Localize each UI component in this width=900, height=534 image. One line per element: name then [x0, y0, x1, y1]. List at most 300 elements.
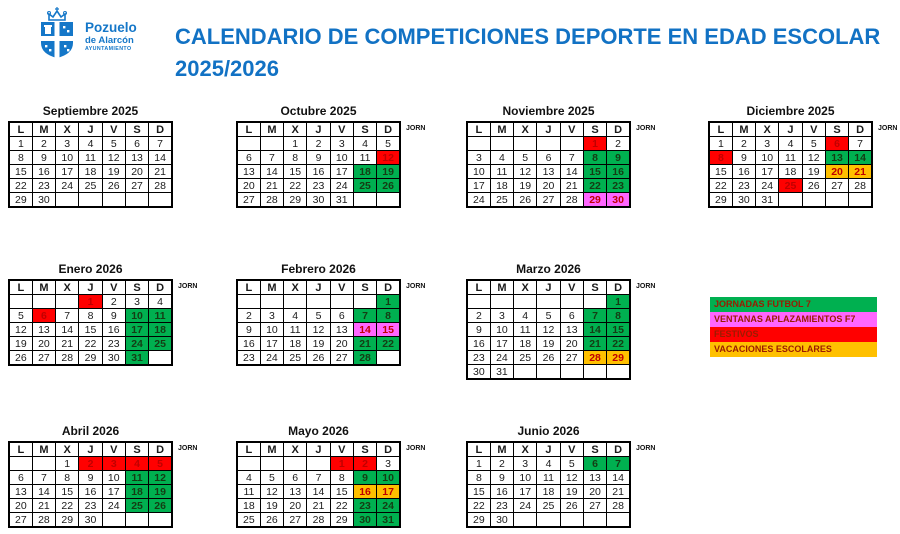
- day-cell: 27: [825, 179, 848, 193]
- day-cell: 4: [125, 457, 148, 471]
- day-cell: 15: [583, 165, 606, 179]
- day-cell: 18: [353, 165, 376, 179]
- day-cell: 4: [284, 309, 307, 323]
- day-cell: 22: [330, 499, 353, 513]
- day-cell: [149, 193, 172, 208]
- weekday-header: V: [102, 442, 125, 457]
- day-cell: [514, 137, 537, 151]
- day-cell: 1: [467, 457, 490, 471]
- weekday-header: X: [56, 280, 79, 295]
- month-table: [236, 279, 401, 366]
- weekday-header: J: [79, 122, 102, 137]
- weekday-header: V: [560, 280, 583, 295]
- day-cell: 6: [825, 137, 848, 151]
- day-cell: 14: [353, 323, 376, 337]
- day-cell: 22: [284, 179, 307, 193]
- day-cell: 10: [260, 323, 283, 337]
- day-cell: 15: [56, 485, 79, 499]
- day-cell: 20: [560, 337, 583, 351]
- day-cell: 13: [537, 165, 560, 179]
- day-cell: 26: [9, 351, 32, 366]
- day-cell: 17: [514, 485, 537, 499]
- day-cell: 13: [237, 165, 260, 179]
- day-cell: [583, 365, 606, 380]
- day-cell: [467, 137, 490, 151]
- day-cell: 1: [56, 457, 79, 471]
- day-cell: 9: [353, 471, 376, 485]
- day-cell: 17: [377, 485, 400, 499]
- day-cell: 11: [125, 471, 148, 485]
- weekday-header: M: [490, 122, 513, 137]
- jorn-label: JORN: [178, 283, 198, 290]
- day-cell: 11: [149, 309, 172, 323]
- day-cell: [237, 457, 260, 471]
- weekday-header: S: [583, 442, 606, 457]
- day-cell: 23: [732, 179, 755, 193]
- weekday-header: M: [490, 280, 513, 295]
- day-cell: 21: [353, 337, 376, 351]
- day-cell: [237, 137, 260, 151]
- weekday-header: L: [467, 122, 490, 137]
- weekday-header: J: [79, 280, 102, 295]
- day-cell: 30: [607, 193, 630, 208]
- jorn-label: JORN: [636, 445, 656, 452]
- day-cell: 17: [756, 165, 779, 179]
- day-cell: 17: [467, 179, 490, 193]
- weekday-header: X: [514, 122, 537, 137]
- day-cell: 15: [377, 323, 400, 337]
- day-cell: 4: [149, 295, 172, 309]
- weekday-header: X: [756, 122, 779, 137]
- day-cell: 13: [825, 151, 848, 165]
- day-cell: 12: [514, 165, 537, 179]
- day-cell: 29: [56, 513, 79, 528]
- month-diciembre-2025: [708, 104, 900, 208]
- day-cell: 25: [237, 513, 260, 528]
- day-cell: 10: [467, 165, 490, 179]
- day-cell: [825, 193, 848, 208]
- day-cell: 11: [284, 323, 307, 337]
- day-cell: 30: [732, 193, 755, 208]
- day-cell: 21: [849, 165, 872, 179]
- day-cell: 12: [307, 323, 330, 337]
- day-cell: [56, 295, 79, 309]
- day-cell: [514, 513, 537, 528]
- month-febrero-2026: [236, 262, 441, 366]
- day-cell: 11: [237, 485, 260, 499]
- day-cell: 9: [32, 151, 55, 165]
- day-cell: 5: [260, 471, 283, 485]
- day-cell: [537, 137, 560, 151]
- weekday-header: S: [583, 280, 606, 295]
- month-title: Diciembre 2025: [746, 104, 835, 118]
- month-table: [8, 121, 173, 208]
- day-cell: 17: [125, 323, 148, 337]
- day-cell: 4: [514, 309, 537, 323]
- day-cell: 10: [514, 471, 537, 485]
- day-cell: 8: [377, 309, 400, 323]
- day-cell: 3: [125, 295, 148, 309]
- day-cell: [560, 137, 583, 151]
- weekday-header: V: [560, 442, 583, 457]
- day-cell: 19: [802, 165, 825, 179]
- day-cell: 17: [490, 337, 513, 351]
- day-cell: 3: [467, 151, 490, 165]
- day-cell: [32, 457, 55, 471]
- day-cell: 14: [56, 323, 79, 337]
- day-cell: [149, 513, 172, 528]
- day-cell: 24: [490, 351, 513, 365]
- day-cell: 20: [32, 337, 55, 351]
- day-cell: 29: [330, 513, 353, 528]
- day-cell: 2: [607, 137, 630, 151]
- day-cell: 23: [32, 179, 55, 193]
- day-cell: [583, 513, 606, 528]
- weekday-header: M: [260, 442, 283, 457]
- logo-name: Pozuelo: [85, 20, 137, 35]
- weekday-header: L: [237, 280, 260, 295]
- day-cell: 8: [79, 309, 102, 323]
- day-cell: [284, 457, 307, 471]
- day-cell: 29: [583, 193, 606, 208]
- day-cell: 5: [307, 309, 330, 323]
- day-cell: 22: [467, 499, 490, 513]
- day-cell: [9, 295, 32, 309]
- month-title: Septiembre 2025: [42, 104, 139, 118]
- day-cell: 7: [149, 137, 172, 151]
- month-table: [8, 441, 173, 528]
- day-cell: [560, 365, 583, 380]
- weekday-header: D: [849, 122, 872, 137]
- day-cell: [514, 365, 537, 380]
- month-title: Abril 2026: [61, 424, 120, 438]
- day-cell: [125, 513, 148, 528]
- day-cell: [307, 295, 330, 309]
- day-cell: 19: [307, 337, 330, 351]
- day-cell: 31: [756, 193, 779, 208]
- day-cell: 2: [32, 137, 55, 151]
- day-cell: [149, 351, 172, 366]
- day-cell: 30: [32, 193, 55, 208]
- day-cell: 19: [560, 485, 583, 499]
- day-cell: 24: [514, 499, 537, 513]
- day-cell: 8: [284, 151, 307, 165]
- day-cell: 18: [149, 323, 172, 337]
- day-cell: 22: [607, 337, 630, 351]
- weekday-header: D: [607, 280, 630, 295]
- day-cell: [607, 513, 630, 528]
- jorn-label: JORN: [406, 125, 426, 132]
- day-cell: 7: [583, 309, 606, 323]
- weekday-header: S: [583, 122, 606, 137]
- weekday-header: D: [149, 122, 172, 137]
- day-cell: 20: [330, 337, 353, 351]
- day-cell: 5: [9, 309, 32, 323]
- day-cell: 24: [377, 499, 400, 513]
- day-cell: 17: [102, 485, 125, 499]
- day-cell: [560, 295, 583, 309]
- day-cell: 23: [102, 337, 125, 351]
- weekday-header: V: [330, 442, 353, 457]
- jorn-label: JORN: [636, 125, 656, 132]
- day-cell: 15: [9, 165, 32, 179]
- day-cell: 15: [607, 323, 630, 337]
- day-cell: 2: [237, 309, 260, 323]
- day-cell: 4: [79, 137, 102, 151]
- day-cell: 7: [260, 151, 283, 165]
- day-cell: 28: [56, 351, 79, 366]
- weekday-header: J: [537, 442, 560, 457]
- day-cell: 28: [307, 513, 330, 528]
- day-cell: [125, 193, 148, 208]
- month-mayo-2026: [236, 424, 441, 528]
- day-cell: 24: [125, 337, 148, 351]
- day-cell: 25: [779, 179, 802, 193]
- day-cell: 31: [377, 513, 400, 528]
- day-cell: 18: [125, 485, 148, 499]
- weekday-header: X: [56, 122, 79, 137]
- day-cell: 13: [32, 323, 55, 337]
- day-cell: 2: [353, 457, 376, 471]
- day-cell: 26: [802, 179, 825, 193]
- month-octubre-2025: [236, 104, 441, 208]
- day-cell: 9: [607, 151, 630, 165]
- day-cell: 6: [583, 457, 606, 471]
- day-cell: 20: [237, 179, 260, 193]
- day-cell: 28: [353, 351, 376, 366]
- day-cell: 7: [353, 309, 376, 323]
- day-cell: 3: [260, 309, 283, 323]
- legend-item-red: FESTIVOS: [710, 327, 877, 342]
- weekday-header: S: [125, 122, 148, 137]
- day-cell: 5: [560, 457, 583, 471]
- day-cell: 4: [537, 457, 560, 471]
- day-cell: 29: [284, 193, 307, 208]
- day-cell: 8: [56, 471, 79, 485]
- day-cell: [237, 295, 260, 309]
- weekday-header: D: [377, 442, 400, 457]
- day-cell: [583, 295, 606, 309]
- weekday-header: X: [56, 442, 79, 457]
- weekday-header: V: [330, 122, 353, 137]
- day-cell: 31: [330, 193, 353, 208]
- weekday-header: V: [560, 122, 583, 137]
- day-cell: 29: [607, 351, 630, 365]
- weekday-header: M: [260, 122, 283, 137]
- weekday-header: M: [32, 280, 55, 295]
- weekday-header: X: [514, 442, 537, 457]
- day-cell: 27: [32, 351, 55, 366]
- day-cell: 8: [330, 471, 353, 485]
- day-cell: 12: [560, 471, 583, 485]
- day-cell: [260, 137, 283, 151]
- day-cell: 7: [32, 471, 55, 485]
- day-cell: [102, 513, 125, 528]
- jorn-label: JORN: [406, 283, 426, 290]
- weekday-header: D: [377, 122, 400, 137]
- weekday-header: S: [125, 280, 148, 295]
- weekday-header: J: [79, 442, 102, 457]
- day-cell: [490, 295, 513, 309]
- day-cell: 1: [284, 137, 307, 151]
- day-cell: 28: [149, 179, 172, 193]
- day-cell: 26: [514, 193, 537, 208]
- logo-small-caps: AYUNTAMIENTO: [85, 46, 132, 52]
- day-cell: 17: [260, 337, 283, 351]
- day-cell: [260, 295, 283, 309]
- month-noviembre-2025: [466, 104, 671, 208]
- day-cell: 25: [514, 351, 537, 365]
- month-table: [236, 121, 401, 208]
- day-cell: [102, 193, 125, 208]
- day-cell: 21: [260, 179, 283, 193]
- day-cell: [284, 295, 307, 309]
- day-cell: 20: [825, 165, 848, 179]
- day-cell: 23: [307, 179, 330, 193]
- day-cell: 12: [149, 471, 172, 485]
- day-cell: 25: [353, 179, 376, 193]
- day-cell: 19: [537, 337, 560, 351]
- day-cell: 6: [284, 471, 307, 485]
- day-cell: 23: [607, 179, 630, 193]
- logo-subtitle: de Alarcón: [85, 34, 134, 46]
- day-cell: 21: [56, 337, 79, 351]
- jorn-label: JORN: [406, 445, 426, 452]
- day-cell: 18: [284, 337, 307, 351]
- day-cell: 29: [9, 193, 32, 208]
- day-cell: 7: [607, 457, 630, 471]
- day-cell: 25: [490, 193, 513, 208]
- day-cell: 18: [79, 165, 102, 179]
- weekday-header: S: [125, 442, 148, 457]
- day-cell: 21: [149, 165, 172, 179]
- day-cell: 2: [467, 309, 490, 323]
- day-cell: 13: [330, 323, 353, 337]
- day-cell: 26: [377, 179, 400, 193]
- day-cell: 18: [237, 499, 260, 513]
- day-cell: 27: [583, 499, 606, 513]
- day-cell: 4: [237, 471, 260, 485]
- day-cell: 24: [260, 351, 283, 366]
- day-cell: 18: [537, 485, 560, 499]
- day-cell: 2: [79, 457, 102, 471]
- day-cell: 23: [490, 499, 513, 513]
- day-cell: 19: [260, 499, 283, 513]
- day-cell: 4: [779, 137, 802, 151]
- month-title: Mayo 2026: [288, 424, 349, 438]
- legend: [710, 297, 877, 357]
- day-cell: 7: [849, 137, 872, 151]
- day-cell: [467, 295, 490, 309]
- day-cell: 7: [560, 151, 583, 165]
- day-cell: 9: [467, 323, 490, 337]
- day-cell: 25: [79, 179, 102, 193]
- weekday-header: J: [537, 280, 560, 295]
- day-cell: 10: [330, 151, 353, 165]
- day-cell: 23: [353, 499, 376, 513]
- day-cell: 14: [260, 165, 283, 179]
- day-cell: 5: [802, 137, 825, 151]
- day-cell: 4: [490, 151, 513, 165]
- day-cell: [330, 295, 353, 309]
- day-cell: [537, 513, 560, 528]
- day-cell: [260, 457, 283, 471]
- day-cell: 26: [260, 513, 283, 528]
- day-cell: 26: [307, 351, 330, 366]
- weekday-header: L: [237, 442, 260, 457]
- day-cell: 29: [467, 513, 490, 528]
- day-cell: 7: [56, 309, 79, 323]
- day-cell: [490, 137, 513, 151]
- day-cell: 28: [607, 499, 630, 513]
- weekday-header: X: [514, 280, 537, 295]
- day-cell: 20: [9, 499, 32, 513]
- day-cell: 18: [779, 165, 802, 179]
- day-cell: 25: [125, 499, 148, 513]
- day-cell: 22: [9, 179, 32, 193]
- day-cell: 23: [237, 351, 260, 366]
- day-cell: 9: [102, 309, 125, 323]
- month-title: Enero 2026: [58, 262, 123, 276]
- day-cell: 20: [284, 499, 307, 513]
- day-cell: 29: [79, 351, 102, 366]
- day-cell: 1: [330, 457, 353, 471]
- day-cell: 27: [284, 513, 307, 528]
- day-cell: 15: [709, 165, 732, 179]
- day-cell: 14: [583, 323, 606, 337]
- weekday-header: S: [353, 280, 376, 295]
- day-cell: 13: [284, 485, 307, 499]
- day-cell: 23: [467, 351, 490, 365]
- day-cell: 10: [490, 323, 513, 337]
- day-cell: 8: [607, 309, 630, 323]
- month-table: [8, 279, 173, 366]
- day-cell: 12: [537, 323, 560, 337]
- weekday-header: X: [284, 122, 307, 137]
- pozuelo-logo: [36, 7, 166, 59]
- day-cell: 25: [537, 499, 560, 513]
- weekday-header: L: [237, 122, 260, 137]
- weekday-header: V: [102, 122, 125, 137]
- day-cell: 20: [125, 165, 148, 179]
- day-cell: 6: [9, 471, 32, 485]
- day-cell: 6: [125, 137, 148, 151]
- day-cell: 8: [583, 151, 606, 165]
- day-cell: 5: [537, 309, 560, 323]
- weekday-header: D: [607, 122, 630, 137]
- weekday-header: L: [9, 122, 32, 137]
- day-cell: 21: [560, 179, 583, 193]
- day-cell: 25: [149, 337, 172, 351]
- month-abril-2026: [8, 424, 213, 528]
- day-cell: 15: [330, 485, 353, 499]
- day-cell: 28: [583, 351, 606, 365]
- weekday-header: L: [9, 442, 32, 457]
- day-cell: 3: [490, 309, 513, 323]
- day-cell: 31: [490, 365, 513, 380]
- day-cell: 21: [583, 337, 606, 351]
- day-cell: 15: [467, 485, 490, 499]
- day-cell: [377, 351, 400, 366]
- day-cell: 27: [560, 351, 583, 365]
- day-cell: 14: [32, 485, 55, 499]
- day-cell: 31: [125, 351, 148, 366]
- day-cell: 11: [490, 165, 513, 179]
- day-cell: 18: [490, 179, 513, 193]
- day-cell: 13: [583, 471, 606, 485]
- day-cell: 22: [377, 337, 400, 351]
- day-cell: 14: [149, 151, 172, 165]
